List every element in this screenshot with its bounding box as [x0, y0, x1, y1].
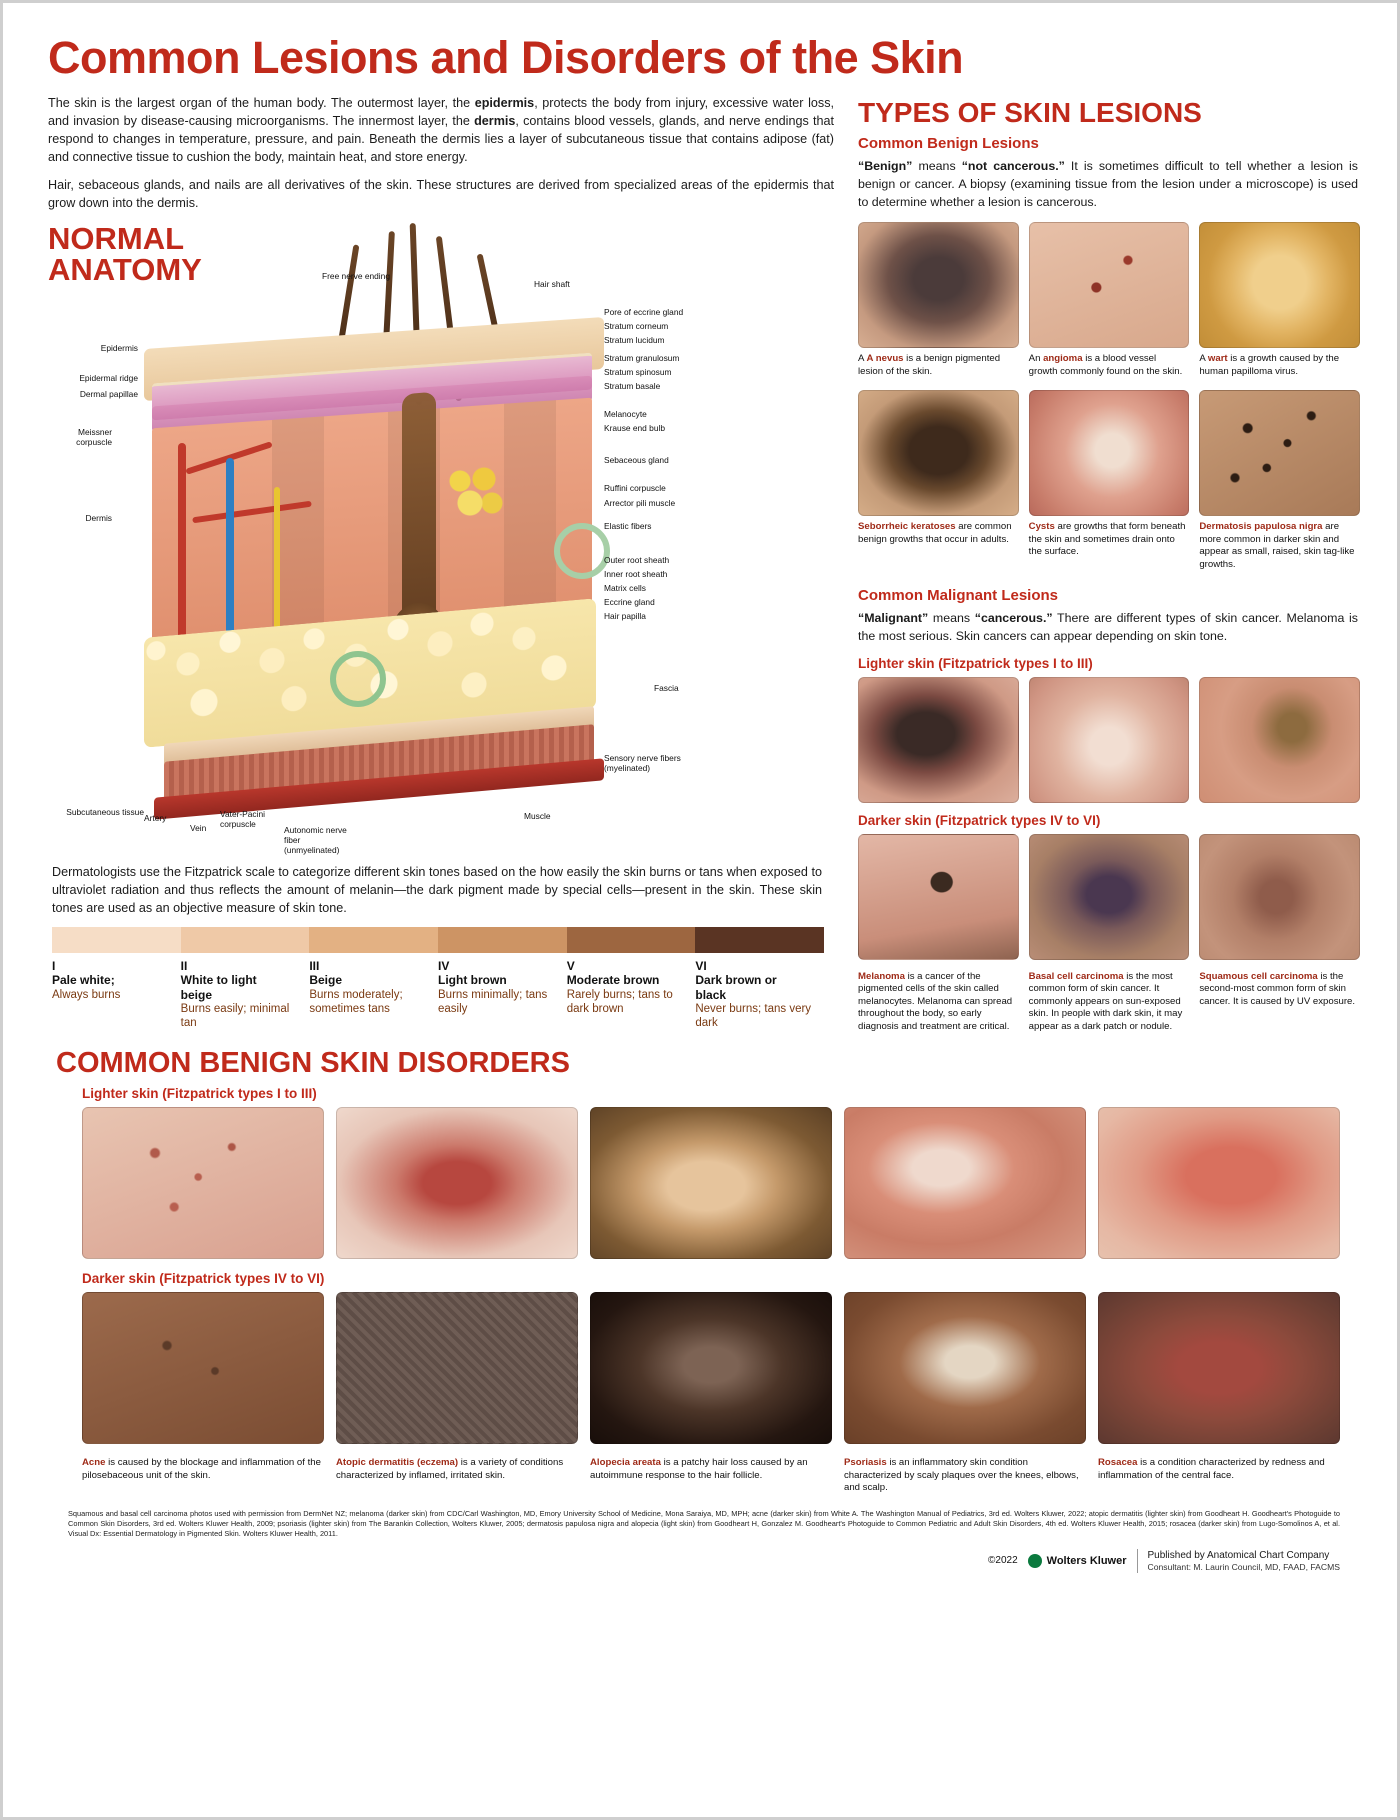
cap-rest: is a growth caused by the human papilloma virus.: [1199, 353, 1340, 377]
cap-rest: are growths that form beneath the skin and sometimes drain onto the surface.: [1028, 521, 1186, 558]
fitz-swatch-v: [567, 927, 696, 953]
benign-text-b: means: [912, 159, 962, 174]
label-epidermal-ridge: Epidermal ridge: [79, 372, 138, 383]
fitz-name-2: beige: [180, 987, 213, 1002]
cap-term: Dermatosis papulosa nigra: [1199, 521, 1323, 533]
photo-angioma: [1029, 222, 1190, 348]
intro-term-epidermis: epidermis: [474, 96, 535, 111]
cap-lead: An: [1028, 353, 1044, 365]
fitz-swatch-iv: [438, 927, 567, 953]
malignant-light-photo-2: [1029, 677, 1188, 803]
photo-acne-dark: [82, 1292, 324, 1444]
disorders-captions-row: [82, 1452, 1338, 1494]
cap-term: Atopic dermatitis (eczema): [336, 1457, 459, 1469]
cap-rest: is a variety of conditions characterized by inflamed, irritated skin.: [336, 1457, 564, 1481]
label-stratum-lucidum: Stratum lucidum: [604, 334, 665, 345]
disorders-dark-photo-row: [82, 1292, 1338, 1444]
malignant-text-b: means: [928, 611, 975, 626]
cap-rest: is a benign pigmented lesion of the skin.: [858, 353, 1001, 377]
left-column: [34, 95, 834, 1033]
malignant-caption-melanoma: [858, 966, 1017, 1033]
label-dermal-papillae: Dermal papillae: [79, 388, 138, 399]
malignant-lesions-heading: Common Malignant Lesions: [858, 587, 1059, 605]
benign-photo-row-1: [858, 222, 1358, 378]
malignant-text-d: There are different types of skin cancer. Melanoma is the most serious. Skin cancers can appear depending on skin tone.: [858, 611, 1358, 643]
photo-basal-cell-light: [1029, 677, 1190, 803]
fitz-name: Moderate brown: [566, 973, 660, 988]
malignant-light-photo-3: [1199, 677, 1358, 803]
intro-paragraph-2: Hair, sebaceous glands, and nails are all derivatives of the skin. These structures are derived from specialized areas of the epidermis that grow down into the dermis.: [48, 177, 834, 210]
disorder-photo-alopecia-light: [590, 1107, 830, 1259]
intro-paragraph-1: [48, 95, 834, 167]
photo-nevus: [858, 222, 1019, 348]
benign-intro: [858, 158, 1358, 212]
label-inner-root-sheath: Inner root sheath: [604, 568, 668, 579]
fitz-name: Beige: [309, 973, 343, 988]
fitz-name: Pale white;: [52, 973, 115, 988]
photo-eczema-dark: [336, 1292, 578, 1444]
label-krause-end-bulb: Krause end bulb: [604, 422, 665, 433]
wolters-kluwer-logo: [1028, 1554, 1127, 1568]
disorders-lighter-skin-label: Lighter skin (Fitzpatrick types I to III): [82, 1086, 317, 1102]
fitz-type-i: [52, 959, 181, 1030]
fitz-desc: Always burns: [52, 988, 121, 1001]
disorder-photo-alopecia-dark: [590, 1292, 830, 1444]
fitz-type-iv: [438, 959, 567, 1030]
cap-term: Psoriasis: [844, 1457, 887, 1469]
label-stratum-spinosum: Stratum spinosum: [604, 366, 672, 377]
intro-term-dermis: dermis: [474, 114, 516, 129]
malignant-dark-photo-1: [858, 834, 1017, 960]
label-hair-shaft: Hair shaft: [534, 278, 570, 289]
caption-cysts: [1029, 521, 1188, 558]
malignant-dark-photo-3: [1199, 834, 1358, 960]
benign-text-d: It is sometimes difficult to tell whether a lesion is benign or cancer. A biopsy (examining tissue from the lesion under a microscope) is used to determine whether a lesion is cancerous.: [858, 159, 1358, 210]
vater-pacini-corpuscle: [554, 523, 610, 579]
benign-item-seborrheic-keratoses: [858, 390, 1017, 571]
caption-angioma: [1029, 353, 1188, 378]
disorder-photo-rosacea-light: [1098, 1107, 1338, 1259]
label-elastic-fibers: Elastic fibers: [604, 520, 652, 531]
label-autonomic-nerve-fiber: Autonomic nerve fiber (unmyelinated): [284, 824, 347, 855]
skin-anatomy-illustration: [34, 243, 824, 863]
fitz-roman: II: [180, 959, 188, 974]
photo-acne-light: [82, 1107, 324, 1259]
sebaceous-gland: [444, 465, 504, 519]
label-eccrine-gland: Eccrine gland: [604, 596, 655, 607]
benign-item-nevus: [858, 222, 1017, 378]
photo-psoriasis-dark: [844, 1292, 1086, 1444]
photo-rosacea-dark: [1098, 1292, 1340, 1444]
photo-melanoma-light: [858, 677, 1019, 803]
intro-text-c: , protects the body from injury, excessive water loss, and invasion by disease-causing microorganisms. The innermost layer, the: [48, 96, 834, 129]
photo-alopecia-light: [590, 1107, 832, 1259]
fitz-type-ii: [181, 959, 310, 1030]
cap-term: A nevus: [866, 353, 904, 365]
cap-rest: is a blood vessel growth commonly found on the skin.: [1028, 353, 1183, 377]
label-sensory-nerve-fibers: Sensory nerve fibers (myelinated): [604, 752, 681, 773]
disorder-photo-rosacea-dark: [1098, 1292, 1338, 1444]
fitz-roman: I: [52, 959, 56, 974]
hair-follicle: [402, 391, 436, 633]
fitz-roman: VI: [695, 959, 707, 974]
label-arrector-pili-muscle: Arrector pili muscle: [604, 497, 676, 508]
malignant-term-2: “cancerous.”: [974, 611, 1053, 626]
caption-dermatosis-papulosa-nigra: [1199, 521, 1358, 571]
photo-dermatosis-papulosa-nigra: [1199, 390, 1360, 516]
cap-rest: are common benign growths that occur in adults.: [858, 521, 1012, 545]
photo-cysts: [1029, 390, 1190, 516]
dermis-shade: [504, 400, 556, 619]
footer: [34, 1549, 1340, 1573]
cap-rest: is a patchy hair loss caused by an autoimmune response to the hair follicle.: [590, 1457, 808, 1481]
disorder-photo-acne-dark: [82, 1292, 322, 1444]
consultant-line: Consultant: M. Laurin Council, MD, FAAD, FACMS: [1147, 1561, 1340, 1572]
disorders-light-photo-row: [82, 1107, 1338, 1259]
benign-term-2: “not cancerous.”: [961, 159, 1065, 174]
cap-rest: is the most common form of skin cancer. It commonly appears on sun-exposed skin. In people with dark skin, it may appear as a dark patch or nodule.: [1028, 970, 1183, 1032]
fitzpatrick-color-bar: [52, 927, 824, 953]
cap-term: Rosacea: [1098, 1457, 1138, 1469]
lesions-heading: TYPES OF SKIN LESIONS: [858, 97, 1202, 129]
disorder-photo-psoriasis-dark: [844, 1292, 1084, 1444]
label-artery: Artery: [144, 812, 167, 823]
benign-item-dermatosis-papulosa-nigra: [1199, 390, 1358, 571]
label-fascia: Fascia: [654, 682, 679, 693]
cap-term: Basal cell carcinoma: [1028, 970, 1124, 982]
fitz-type-v: [567, 959, 696, 1030]
publisher-block: [1137, 1549, 1340, 1573]
label-pore-of-eccrine-gland: Pore of eccrine gland: [604, 306, 684, 317]
label-free-nerve-ending: Free nerve ending: [322, 270, 390, 281]
cap-rest: are more common in darker skin and appear as small, raised, skin tag-like growths.: [1199, 521, 1355, 570]
malignant-darker-skin-label: Darker skin (Fitzpatrick types IV to VI): [858, 812, 1101, 828]
photo-basal-cell-dark: [1029, 834, 1190, 960]
fitz-swatch-iii: [309, 927, 438, 953]
photo-rosacea-light: [1098, 1107, 1340, 1259]
malignant-light-photo-row: [858, 677, 1358, 803]
intro-text-e: , contains blood vessels, glands, and nerve endings that respond to changes in temperature, pressure, and pain. Beneath the dermis lies a layer of subcutaneous tissue that contains adipose (fat) and connective tissue to cushion the body, maintain heat, and store energy.: [48, 114, 834, 164]
disorder-caption-alopecia-areata: [590, 1452, 830, 1494]
cap-term: wart: [1207, 353, 1228, 365]
photo-psoriasis-light: [844, 1107, 1086, 1259]
fitz-roman: IV: [438, 959, 450, 974]
label-meissner-corpuscle: Meissner corpuscle: [76, 426, 112, 447]
photo-alopecia-dark: [590, 1292, 832, 1444]
disorder-caption-atopic-dermatitis: [336, 1452, 576, 1494]
cap-term: Alopecia areata: [590, 1457, 661, 1469]
caption-wart: [1199, 353, 1358, 378]
fitz-name-2: black: [695, 987, 727, 1002]
label-vater-pacini-corpuscle: Vater-Pacini corpuscle: [220, 808, 265, 829]
intro-text-a: The skin is the largest organ of the human body. The outermost layer, the: [48, 96, 475, 111]
label-dermis: Dermis: [85, 512, 112, 523]
label-ruffini-corpuscle: Ruffini corpuscle: [604, 482, 666, 493]
benign-photo-row-2: [858, 390, 1358, 571]
benign-term: “Benign”: [858, 159, 913, 174]
fitzpatrick-intro: Dermatologists use the Fitzpatrick scale to categorize different skin tones based on the how easily the skin burns or tans when exposed to ultraviolet radiation and thus reflects the amount of melanin—the dark pigment made by special cells—present in the skin. These skin tones are used as an objective measure of skin tone.: [52, 864, 822, 915]
benign-item-angioma: [1029, 222, 1188, 378]
fitz-swatch-i: [52, 927, 181, 953]
photo-credits: Squamous and basal cell carcinoma photos used with permission from DermNet NZ; melanoma (darker skin) from CDC/Carl Washington, MD, Emory University School of Medicine, Mona Saraiya, MD, MPH; acne (darker skin) from White A. The Washington Manual of Pediatrics, 3rd ed. Wolters Kluwer, 2022; atopic dermatitis (lighter skin) from Goodheart H. Goodheart's Photoguide to Common Skin Disorders, 3rd ed. Wolters Kluwer Health, 2009; psoriasis (lighter skin) from The Barankin Collection, Wolters Kluwer, 2005; dermatosis papulosa nigra and alopecia (light skin) from Goodheart H, Gonzalez M. Goodheart's Photoguide to Common Pediatric and Adult Skin Disorders, 4th ed. Wolters Kluwer Health, 2015; rosacea (darker skin) from Lugo-Somolinos A, et al. Visual Dx: Essential Dermatology in Pigmented Skin. Wolters Kluwer Health, 2011.: [68, 1508, 1340, 1538]
label-stratum-basale: Stratum basale: [604, 380, 661, 391]
photo-wart: [1199, 222, 1360, 348]
eccrine-gland-coil: [330, 651, 386, 707]
label-matrix-cells: Matrix cells: [604, 582, 646, 593]
publisher-line: Published by Anatomical Chart Company: [1147, 1549, 1330, 1561]
photo-melanoma-dark: [858, 834, 1019, 960]
label-vein: Vein: [190, 822, 207, 833]
label-subcutaneous-tissue: Subcutaneous tissue: [66, 806, 144, 817]
cap-term: Melanoma: [858, 970, 905, 982]
cap-lead: A: [1199, 353, 1208, 365]
normal-anatomy-heading-line2: ANATOMY: [48, 251, 202, 287]
caption-nevus: [858, 353, 1017, 378]
photo-seborrheic-keratoses: [858, 390, 1019, 516]
malignant-dark-photo-2: [1029, 834, 1188, 960]
benign-item-wart: [1199, 222, 1358, 378]
disorder-caption-psoriasis: [844, 1452, 1084, 1494]
main-columns: [34, 95, 1366, 1033]
malignant-term: “Malignant”: [858, 611, 929, 626]
malignant-dark-photo-row: [858, 834, 1358, 960]
wolters-kluwer-label: Wolters Kluwer: [1046, 1554, 1127, 1567]
artery-vessel: [178, 443, 186, 653]
disorder-photo-psoriasis-light: [844, 1107, 1084, 1259]
cap-lead: A: [858, 353, 867, 365]
fitz-swatch-vi: [695, 927, 824, 953]
page-title: Common Lesions and Disorders of the Skin: [48, 32, 964, 83]
malignant-intro: [858, 610, 1358, 646]
malignant-caption-squamous-cell-carcinoma: [1199, 966, 1358, 1033]
fitz-type-vi: [695, 959, 824, 1030]
photo-squamous-cell-dark: [1199, 834, 1360, 960]
photo-eczema-light: [336, 1107, 578, 1259]
label-melanocyte: Melanocyte: [604, 408, 647, 419]
label-sebaceous-gland: Sebaceous gland: [604, 454, 669, 465]
caption-seborrheic-keratoses: [858, 521, 1017, 546]
disorder-photo-acne-light: [82, 1107, 322, 1259]
fitz-name: Light brown: [438, 973, 507, 988]
fitz-desc: Burns minimally; tans easily: [438, 988, 548, 1015]
fitz-desc: Never burns; tans very dark: [695, 1003, 812, 1030]
malignant-lighter-skin-label: Lighter skin (Fitzpatrick types I to III): [858, 655, 1093, 671]
cap-rest: is the second-most common form of skin cancer. It is caused by UV exposure.: [1199, 970, 1356, 1007]
malignant-light-photo-1: [858, 677, 1017, 803]
label-muscle: Muscle: [524, 810, 551, 821]
malignant-caption-basal-cell-carcinoma: [1029, 966, 1188, 1033]
fitz-roman: III: [309, 959, 320, 974]
cap-rest: is caused by the blockage and inflammation of the pilosebaceous unit of the skin.: [82, 1457, 321, 1481]
fitz-desc: Burns easily; minimal tan: [180, 1003, 290, 1030]
normal-anatomy-heading-line1: NORMAL: [48, 220, 185, 256]
label-outer-root-sheath: Outer root sheath: [604, 554, 670, 565]
disorder-caption-acne: [82, 1452, 322, 1494]
photo-squamous-cell-light: [1199, 677, 1360, 803]
label-hair-papilla: Hair papilla: [604, 610, 646, 621]
fitz-roman: V: [566, 959, 575, 974]
cap-term: Squamous cell carcinoma: [1199, 970, 1318, 982]
disorder-photo-eczema-dark: [336, 1292, 576, 1444]
cap-rest: is an inflammatory skin condition characterized by scaly plaques over the knees, elbows, and scalp.: [844, 1457, 1079, 1494]
cap-term: angioma: [1043, 353, 1083, 365]
fitz-type-iii: [309, 959, 438, 1030]
copyright-text: ©2022: [988, 1555, 1018, 1567]
fitz-name: Dark brown or: [695, 973, 777, 988]
benign-item-cysts: [1029, 390, 1188, 571]
right-column: [858, 95, 1358, 1033]
cap-rest: is a cancer of the pigmented cells of the skin called melanocytes. Melanoma can spread throughout the body, so early diagnosis and treatment are critical.: [858, 970, 1013, 1032]
disorder-photo-eczema-light: [336, 1107, 576, 1259]
label-epidermis: Epidermis: [100, 342, 138, 353]
fitz-desc: Rarely burns; tans to dark brown: [566, 988, 673, 1015]
fitz-swatch-ii: [181, 927, 310, 953]
disorders-darker-skin-label: Darker skin (Fitzpatrick types IV to VI): [82, 1271, 325, 1287]
fitzpatrick-legend: [52, 959, 824, 1030]
fitz-name: White to light: [180, 973, 257, 988]
label-stratum-granulosum: Stratum granulosum: [604, 352, 680, 363]
label-stratum-corneum: Stratum corneum: [604, 320, 669, 331]
cap-term: Cysts: [1028, 521, 1055, 533]
disorders-heading: COMMON BENIGN SKIN DISORDERS: [56, 1047, 570, 1080]
benign-lesions-heading: Common Benign Lesions: [858, 135, 1039, 153]
cap-rest: is a condition characterized by redness and inflammation of the central face.: [1098, 1457, 1325, 1481]
fitz-desc: Burns moderately; sometimes tans: [309, 988, 403, 1015]
disorder-caption-rosacea: [1098, 1452, 1338, 1494]
malignant-captions-row: [858, 966, 1358, 1033]
cap-term: Seborrheic keratoses: [858, 521, 956, 533]
wolters-kluwer-mark-icon: [1028, 1554, 1042, 1568]
cap-term: Acne: [82, 1457, 106, 1469]
